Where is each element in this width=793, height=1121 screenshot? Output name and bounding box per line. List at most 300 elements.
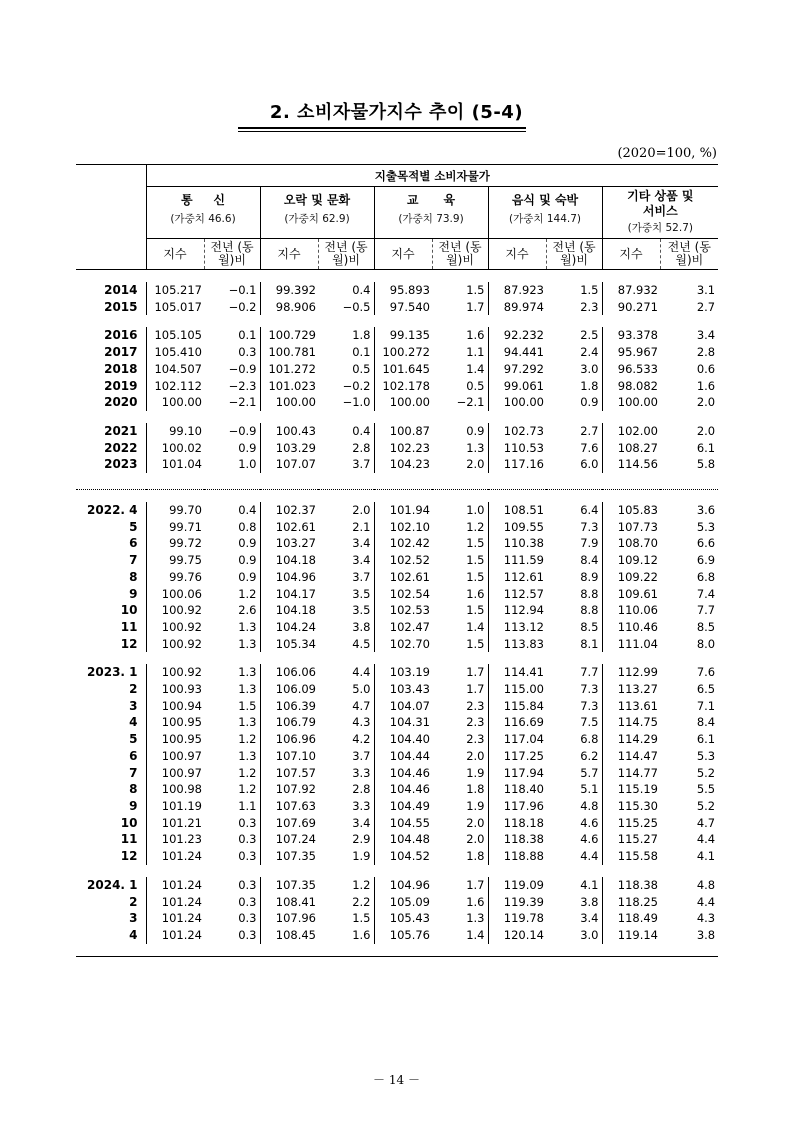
yoy-change-value: 3.4: [352, 536, 371, 551]
row-label: 2019: [104, 378, 138, 393]
row-label: 3: [129, 698, 138, 713]
yoy-change-value: 1.7: [466, 877, 485, 892]
index-value: 99.70: [146, 502, 204, 519]
spacer-row: [76, 270, 718, 283]
yoy-change-value: 0.4: [352, 283, 371, 297]
table-row: [76, 664, 718, 681]
yoy-change-value: 4.2: [352, 732, 371, 747]
yoy-change-value: 3.4: [352, 815, 371, 830]
index-value: 102.42: [374, 535, 432, 552]
group-header: 지출목적별 소비자물가: [146, 165, 718, 187]
index-value: 116.69: [488, 714, 546, 731]
index-value: 100.00: [488, 394, 546, 411]
yoy-change-value: 1.4: [466, 361, 485, 376]
yoy-change-value: 0.1: [238, 328, 257, 343]
index-value: 101.24: [146, 927, 204, 944]
row-label: 2023: [104, 457, 138, 472]
yoy-change-value: 1.2: [238, 586, 257, 601]
index-value: 102.37: [260, 502, 318, 519]
yoy-change-value: −2.1: [228, 395, 257, 410]
index-value: 119.39: [488, 894, 546, 911]
row-label: 9: [129, 798, 138, 813]
index-value: 117.94: [488, 765, 546, 782]
index-value: 114.41: [488, 664, 546, 681]
category-header-food-lodging: [488, 187, 602, 239]
index-value: 103.19: [374, 664, 432, 681]
row-label: 6: [129, 748, 138, 763]
yoy-change-value: 3.5: [352, 603, 371, 618]
row-label: 4: [129, 927, 138, 942]
yoy-change-value: 3.7: [352, 457, 371, 472]
yoy-change-value: 6.2: [580, 748, 599, 763]
yoy-change-value: 0.3: [238, 815, 257, 830]
yoy-change-value: 1.8: [580, 378, 599, 393]
yoy-change-value: 2.0: [696, 395, 716, 410]
index-value: 96.533: [602, 361, 660, 378]
row-label: 2022. 4: [87, 503, 138, 518]
index-value: 100.95: [146, 731, 204, 748]
row-label: 2018: [104, 361, 138, 376]
index-value: 100.272: [374, 344, 432, 361]
index-value: 101.24: [146, 877, 204, 894]
index-value: 99.061: [488, 378, 546, 395]
yoy-change-value: 1.2: [352, 877, 371, 892]
yoy-change-value: −2.1: [456, 395, 485, 410]
index-value: 99.75: [146, 552, 204, 569]
yoy-change-value: 2.3: [466, 732, 485, 747]
yoy-change-value: 3.1: [696, 283, 716, 297]
index-value: 114.77: [602, 765, 660, 782]
yoy-change-value: 1.5: [466, 603, 485, 618]
title-underline-thin: [238, 131, 526, 132]
index-value: 118.49: [602, 910, 660, 927]
sub-header-yoy: 전년 (동월)비: [318, 239, 374, 270]
yoy-change-value: 2.9: [352, 832, 371, 847]
table-row: [76, 440, 718, 457]
yoy-change-value: 1.3: [466, 911, 485, 926]
index-value: 101.04: [146, 456, 204, 473]
index-value: 104.46: [374, 781, 432, 798]
row-label: 12: [120, 636, 138, 651]
index-value: 112.61: [488, 569, 546, 586]
yoy-change-value: 6.1: [696, 440, 716, 455]
category-name: 통 신: [180, 193, 226, 207]
index-value: 102.112: [146, 378, 204, 395]
index-value: 95.967: [602, 344, 660, 361]
category-weight: (가중치 62.9): [284, 213, 350, 225]
yoy-change-value: 3.8: [352, 619, 371, 634]
yoy-change-value: 6.8: [696, 569, 716, 584]
table-row: [76, 636, 718, 653]
index-value: 104.49: [374, 798, 432, 815]
yoy-change-value: 5.3: [696, 519, 716, 534]
row-label: 10: [120, 815, 138, 830]
row-label: 2017: [104, 345, 138, 360]
yoy-change-value: 1.1: [466, 345, 485, 360]
index-value: 117.96: [488, 798, 546, 815]
yoy-change-value: 1.2: [238, 765, 257, 780]
row-label: 2014: [104, 283, 138, 297]
base-year-note: (2020=100, %): [617, 146, 717, 161]
index-value: 104.507: [146, 361, 204, 378]
index-value: 104.07: [374, 698, 432, 715]
index-value: 94.441: [488, 344, 546, 361]
index-value: 100.92: [146, 619, 204, 636]
yoy-change-value: 2.0: [466, 748, 485, 763]
index-value: 117.25: [488, 748, 546, 765]
row-label: 8: [129, 782, 138, 797]
yoy-change-value: 4.6: [580, 832, 599, 847]
yoy-change-value: −1.0: [342, 395, 371, 410]
index-value: 99.72: [146, 535, 204, 552]
index-value: 100.97: [146, 765, 204, 782]
table-row: [76, 552, 718, 569]
yoy-change-value: 3.5: [352, 586, 371, 601]
spacer-row: [76, 490, 718, 503]
index-value: 114.56: [602, 456, 660, 473]
yoy-change-value: −0.2: [342, 378, 371, 393]
index-value: 105.34: [260, 636, 318, 653]
yoy-change-value: 8.8: [580, 586, 599, 601]
index-value: 105.83: [602, 502, 660, 519]
spacer-row: [76, 944, 718, 957]
index-value: 100.00: [602, 394, 660, 411]
yoy-change-value: 3.7: [352, 748, 371, 763]
index-value: 102.73: [488, 423, 546, 440]
yoy-change-value: 4.4: [352, 665, 371, 680]
yoy-change-value: 1.6: [466, 586, 485, 601]
yoy-change-value: 2.6: [238, 603, 257, 618]
yoy-change-value: −0.9: [228, 361, 257, 376]
yoy-change-value: 2.0: [466, 815, 485, 830]
index-value: 105.105: [146, 327, 204, 344]
yoy-change-value: 4.4: [696, 832, 716, 847]
yoy-change-value: 2.3: [466, 698, 485, 713]
yoy-change-value: 7.6: [696, 665, 716, 680]
index-value: 109.61: [602, 586, 660, 603]
yoy-change-value: 5.2: [696, 765, 716, 780]
index-value: 110.06: [602, 602, 660, 619]
table-row: [76, 831, 718, 848]
yoy-change-value: 6.4: [580, 503, 599, 518]
sub-header-yoy: 전년 (동월)비: [546, 239, 602, 270]
yoy-change-value: 7.7: [696, 603, 716, 618]
yoy-change-value: 1.7: [466, 682, 485, 697]
index-value: 118.40: [488, 781, 546, 798]
yoy-change-value: 4.7: [696, 815, 716, 830]
yoy-change-value: 3.3: [352, 798, 371, 813]
index-value: 100.43: [260, 423, 318, 440]
yoy-change-value: 1.5: [466, 553, 485, 568]
index-value: 110.46: [602, 619, 660, 636]
index-value: 102.00: [602, 423, 660, 440]
yoy-change-value: 3.8: [696, 927, 716, 942]
index-value: 104.23: [374, 456, 432, 473]
yoy-change-value: −0.5: [342, 299, 371, 314]
index-value: 104.24: [260, 619, 318, 636]
yoy-change-value: 1.5: [352, 911, 371, 926]
index-value: 100.781: [260, 344, 318, 361]
yoy-change-value: 3.0: [580, 927, 599, 942]
yoy-change-value: 1.6: [466, 328, 485, 343]
index-value: 112.94: [488, 602, 546, 619]
index-value: 115.25: [602, 815, 660, 832]
category-header-misc: [602, 187, 718, 239]
yoy-change-value: 0.3: [238, 849, 257, 864]
index-value: 104.17: [260, 586, 318, 603]
index-value: 107.69: [260, 815, 318, 832]
row-label: 11: [120, 832, 138, 847]
yoy-change-value: 1.4: [466, 619, 485, 634]
index-value: 100.92: [146, 636, 204, 653]
yoy-change-value: 6.0: [580, 457, 599, 472]
yoy-change-value: 4.8: [696, 877, 716, 892]
yoy-change-value: 1.5: [466, 536, 485, 551]
index-value: 114.29: [602, 731, 660, 748]
table-row: [76, 569, 718, 586]
index-value: 113.61: [602, 698, 660, 715]
index-value: 100.97: [146, 748, 204, 765]
yoy-change-value: 7.3: [580, 519, 599, 534]
yoy-change-value: 3.4: [352, 553, 371, 568]
yoy-change-value: 7.6: [580, 440, 599, 455]
index-value: 105.410: [146, 344, 204, 361]
index-value: 98.906: [260, 299, 318, 316]
yoy-change-value: 8.9: [580, 569, 599, 584]
yoy-change-value: 2.2: [352, 894, 371, 909]
yoy-change-value: 1.5: [466, 569, 485, 584]
index-value: 102.47: [374, 619, 432, 636]
yoy-change-value: 1.5: [580, 283, 599, 297]
yoy-change-value: 3.8: [580, 894, 599, 909]
index-value: 102.10: [374, 519, 432, 536]
index-value: 98.082: [602, 378, 660, 395]
sub-header-index: 지수: [488, 239, 546, 270]
index-value: 111.59: [488, 552, 546, 569]
index-value: 107.57: [260, 765, 318, 782]
category-name: 기타 상품 및 서비스: [627, 189, 694, 218]
yoy-change-value: 3.3: [352, 765, 371, 780]
yoy-change-value: 1.9: [466, 798, 485, 813]
yoy-change-value: 0.9: [238, 569, 257, 584]
index-value: 95.893: [374, 282, 432, 299]
yoy-change-value: 5.3: [696, 748, 716, 763]
index-value: 113.27: [602, 681, 660, 698]
table-row: [76, 681, 718, 698]
index-value: 87.932: [602, 282, 660, 299]
index-value: 107.63: [260, 798, 318, 815]
index-value: 104.31: [374, 714, 432, 731]
yoy-change-value: 2.8: [696, 345, 716, 360]
sub-header-yoy: 전년 (동월)비: [660, 239, 718, 270]
yoy-change-value: 1.5: [238, 698, 257, 713]
yoy-change-value: 6.9: [696, 553, 716, 568]
yoy-change-value: 4.6: [580, 815, 599, 830]
category-weight: (가중치 144.7): [508, 213, 582, 225]
row-label: 12: [120, 849, 138, 864]
index-value: 115.30: [602, 798, 660, 815]
category-name: 교 육: [406, 193, 456, 207]
table-row: [76, 815, 718, 832]
yoy-change-value: 2.3: [580, 299, 599, 314]
table-row: [76, 361, 718, 378]
index-value: 100.06: [146, 586, 204, 603]
yoy-change-value: 5.5: [696, 782, 716, 797]
index-value: 110.38: [488, 535, 546, 552]
yoy-change-value: 4.4: [696, 894, 716, 909]
yoy-change-value: 3.0: [580, 361, 599, 376]
row-label: 2: [129, 682, 138, 697]
index-value: 104.44: [374, 748, 432, 765]
index-value: 100.00: [260, 394, 318, 411]
yoy-change-value: 1.7: [466, 665, 485, 680]
index-value: 118.38: [488, 831, 546, 848]
index-value: 107.96: [260, 910, 318, 927]
category-weight: (가중치 52.7): [627, 222, 693, 234]
index-value: 101.24: [146, 910, 204, 927]
index-value: 119.09: [488, 877, 546, 894]
yoy-change-value: −2.3: [228, 378, 257, 393]
table-row: [76, 535, 718, 552]
table-row: [76, 748, 718, 765]
yoy-change-value: −0.2: [228, 299, 257, 314]
index-value: 106.96: [260, 731, 318, 748]
row-label: 2020: [104, 395, 138, 410]
yoy-change-value: 2.1: [352, 519, 371, 534]
index-value: 101.24: [146, 894, 204, 911]
index-value: 102.54: [374, 586, 432, 603]
index-value: 109.12: [602, 552, 660, 569]
index-value: 120.14: [488, 927, 546, 944]
sub-header-index: 지수: [260, 239, 318, 270]
yoy-change-value: 4.5: [352, 636, 371, 651]
index-value: 100.87: [374, 423, 432, 440]
index-value: 103.29: [260, 440, 318, 457]
index-value: 118.88: [488, 848, 546, 865]
sub-header-index: 지수: [146, 239, 204, 270]
index-value: 100.98: [146, 781, 204, 798]
index-value: 106.39: [260, 698, 318, 715]
index-value: 105.217: [146, 282, 204, 299]
yoy-change-value: 6.5: [696, 682, 716, 697]
spacer-row: [76, 411, 718, 423]
yoy-change-value: 8.8: [580, 603, 599, 618]
index-value: 119.14: [602, 927, 660, 944]
yoy-change-value: 0.9: [238, 536, 257, 551]
category-weight: (가중치 73.9): [398, 213, 464, 225]
yoy-change-value: 2.8: [352, 440, 371, 455]
index-value: 101.23: [146, 831, 204, 848]
table-row: [76, 344, 718, 361]
yoy-change-value: 4.4: [580, 849, 599, 864]
yoy-change-value: 5.0: [352, 682, 371, 697]
index-value: 100.92: [146, 664, 204, 681]
yoy-change-value: 7.1: [696, 698, 716, 713]
row-label: 4: [129, 715, 138, 730]
index-value: 101.023: [260, 378, 318, 395]
yoy-change-value: 0.8: [238, 519, 257, 534]
row-label: 2: [129, 894, 138, 909]
index-value: 102.178: [374, 378, 432, 395]
row-label: 6: [129, 536, 138, 551]
index-value: 100.95: [146, 714, 204, 731]
yoy-change-value: 2.0: [352, 503, 371, 518]
yoy-change-value: 1.0: [466, 503, 485, 518]
yoy-change-value: 1.5: [466, 636, 485, 651]
index-value: 115.19: [602, 781, 660, 798]
yoy-change-value: 7.7: [580, 665, 599, 680]
yoy-change-value: 0.3: [238, 345, 257, 360]
yoy-change-value: 4.1: [696, 849, 716, 864]
table-row: [76, 619, 718, 636]
index-value: 100.93: [146, 681, 204, 698]
table-row: [76, 502, 718, 519]
index-value: 100.94: [146, 698, 204, 715]
table-row: [76, 765, 718, 782]
table-body: [76, 270, 718, 957]
yoy-change-value: 2.3: [466, 715, 485, 730]
table-row: [76, 910, 718, 927]
yoy-change-value: 1.8: [466, 782, 485, 797]
index-value: 101.24: [146, 848, 204, 865]
table-row: [76, 378, 718, 395]
index-value: 109.22: [602, 569, 660, 586]
index-value: 112.57: [488, 586, 546, 603]
index-value: 108.70: [602, 535, 660, 552]
index-value: 115.84: [488, 698, 546, 715]
index-value: 110.53: [488, 440, 546, 457]
sub-header-yoy: 전년 (동월)비: [432, 239, 488, 270]
yoy-change-value: −0.1: [228, 283, 257, 297]
index-value: 104.96: [374, 877, 432, 894]
yoy-change-value: 2.0: [466, 457, 485, 472]
yoy-change-value: 2.0: [466, 832, 485, 847]
index-value: 104.46: [374, 765, 432, 782]
yoy-change-value: 1.3: [238, 665, 257, 680]
yoy-change-value: 4.7: [352, 698, 371, 713]
index-value: 87.923: [488, 282, 546, 299]
table-row: [76, 781, 718, 798]
yoy-change-value: 0.4: [352, 423, 371, 438]
index-value: 113.12: [488, 619, 546, 636]
row-label: 3: [129, 911, 138, 926]
index-value: 107.35: [260, 877, 318, 894]
row-label: 11: [120, 619, 138, 634]
table-row: [76, 698, 718, 715]
yoy-change-value: 1.9: [352, 849, 371, 864]
spacer-row: [76, 652, 718, 664]
yoy-change-value: 6.1: [696, 732, 716, 747]
yoy-change-value: 0.9: [466, 423, 485, 438]
yoy-change-value: 8.4: [580, 553, 599, 568]
yoy-change-value: 0.5: [466, 378, 485, 393]
yoy-change-value: 1.3: [238, 682, 257, 697]
index-value: 102.53: [374, 602, 432, 619]
index-value: 101.272: [260, 361, 318, 378]
row-label: 2023. 1: [87, 665, 138, 680]
yoy-change-value: 1.8: [352, 328, 371, 343]
index-value: 102.52: [374, 552, 432, 569]
yoy-change-value: 0.9: [238, 553, 257, 568]
yoy-change-value: 1.3: [238, 619, 257, 634]
row-label: 8: [129, 569, 138, 584]
index-value: 105.43: [374, 910, 432, 927]
table-row: [76, 731, 718, 748]
yoy-change-value: 8.4: [696, 715, 716, 730]
index-value: 107.24: [260, 831, 318, 848]
index-value: 99.392: [260, 282, 318, 299]
index-value: 89.974: [488, 299, 546, 316]
